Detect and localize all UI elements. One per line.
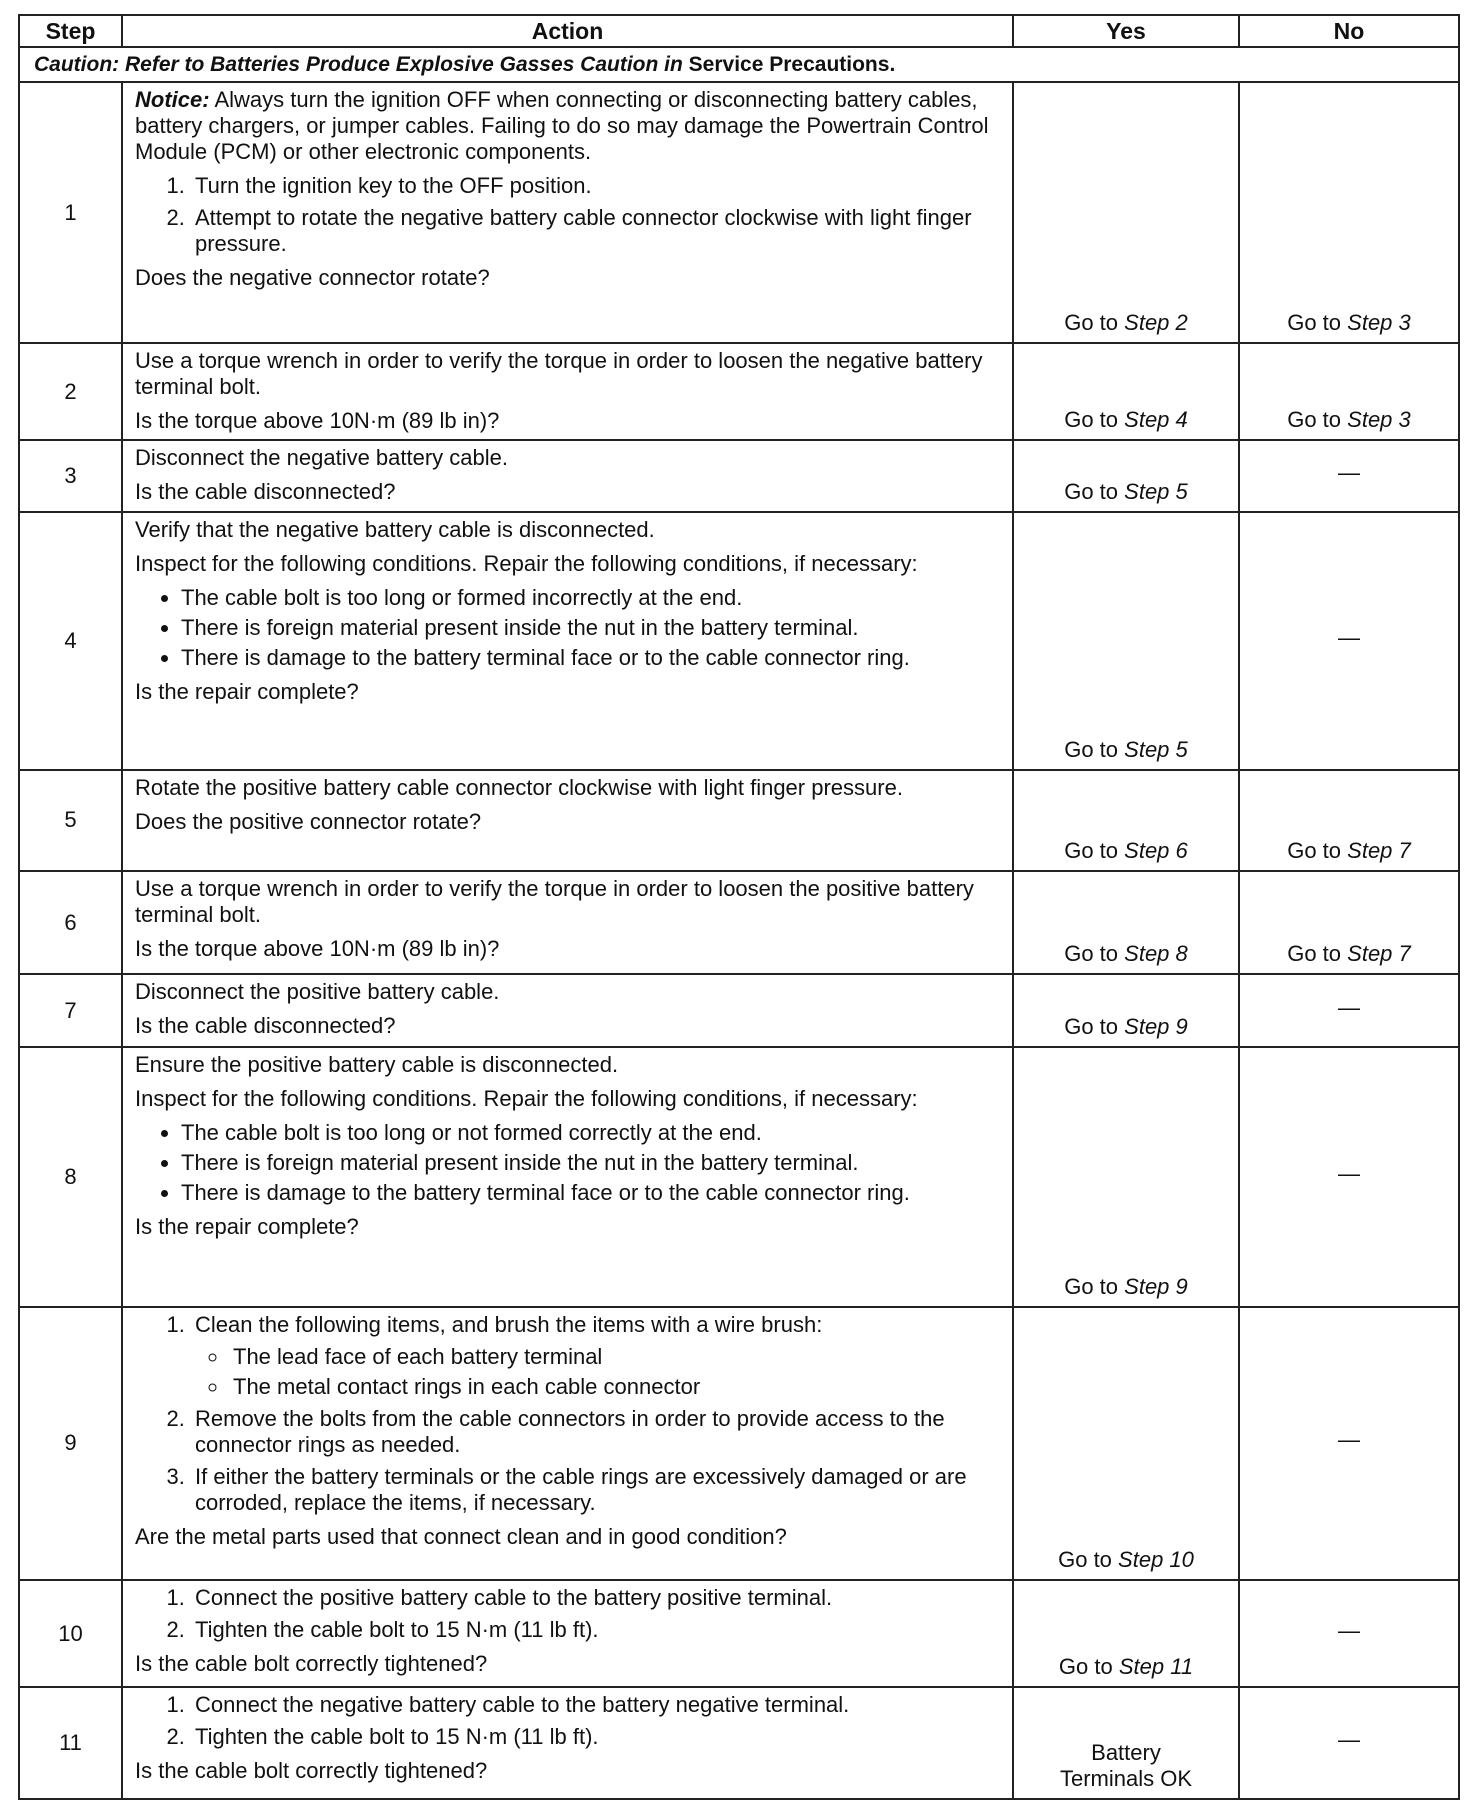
action-text: Ensure the positive battery cable is disconnected. <box>135 1052 619 1078</box>
table-row <box>19 1580 1459 1687</box>
numbered-list <box>135 1312 1002 1516</box>
no-prefix: Go to <box>1287 941 1342 967</box>
header-no: No <box>1239 15 1459 47</box>
yes-prefix: Go to <box>1064 1014 1119 1040</box>
action-text: Disconnect the positive battery cable. <box>135 979 500 1005</box>
table-row <box>19 871 1459 974</box>
notice-text: Always turn the ignition OFF when connecting or disconnecting battery cables, battery chargers, or jumper cables. Failing to do so may damage the Powertrain Control Module (PCM) or other electronic components. <box>135 86 989 164</box>
list-item: ◦ The metal contact rings in each cable connector <box>229 1374 1002 1400</box>
yes-cell <box>1013 440 1239 512</box>
yes-prefix: Go to <box>1064 310 1119 336</box>
no-cell: — <box>1239 512 1459 769</box>
bullet-list <box>195 1344 1002 1400</box>
no-cell: — <box>1239 1580 1459 1687</box>
bullet-list <box>135 585 1002 671</box>
no-cell: — <box>1239 1307 1459 1581</box>
yes-cell <box>1013 974 1239 1047</box>
numbered-list <box>135 1692 1002 1750</box>
yes-cell <box>1013 343 1239 440</box>
yes-prefix: Go to <box>1064 941 1119 967</box>
notice-label: Notice: <box>135 86 210 112</box>
list-item <box>191 1312 1002 1400</box>
step-number: 5 <box>19 770 122 871</box>
no-cell: — <box>1239 1687 1459 1799</box>
yes-prefix: Go to <box>1064 736 1119 762</box>
action-cell <box>122 512 1013 769</box>
table-row <box>19 343 1459 440</box>
diagnostic-table <box>18 14 1460 1800</box>
step-link[interactable]: Step 10 <box>1118 1547 1194 1573</box>
question: Is the torque above 10N·m (89 lb in)? <box>135 935 500 961</box>
header-yes: Yes <box>1013 15 1239 47</box>
step-link[interactable]: Step 8 <box>1124 941 1188 967</box>
list-item: 1. Connect the positive battery cable to the battery positive terminal. <box>191 1585 1002 1611</box>
step-link[interactable]: Step 2 <box>1124 310 1188 336</box>
yes-prefix: Go to <box>1058 1547 1112 1573</box>
yes-cell <box>1013 871 1239 974</box>
list-item: • There is damage to the battery terminal face or to the cable connector ring. <box>181 1180 1002 1206</box>
question: Is the cable bolt correctly tightened? <box>135 1651 488 1677</box>
step-link[interactable]: Step 3 <box>1347 310 1411 336</box>
list-item: • There is foreign material present inside the nut in the battery terminal. <box>181 1150 1002 1176</box>
header-action: Action <box>122 15 1013 47</box>
step-link[interactable]: Step 5 <box>1124 736 1188 762</box>
action-cell <box>122 770 1013 871</box>
action-cell <box>122 974 1013 1047</box>
yes-prefix: Go to <box>1064 1273 1119 1299</box>
question: Is the repair complete? <box>135 1214 359 1240</box>
table-row <box>19 1047 1459 1306</box>
question: Is the cable bolt correctly tightened? <box>135 1758 488 1784</box>
question: Are the metal parts used that connect clean and in good condition? <box>135 1523 787 1549</box>
table-row <box>19 974 1459 1047</box>
yes-cell <box>1013 1047 1239 1306</box>
action-text: Inspect for the following conditions. Repair the following conditions, if necessary: <box>135 551 918 577</box>
question: Does the positive connector rotate? <box>135 808 482 834</box>
action-cell <box>122 871 1013 974</box>
list-item: 2. Tighten the cable bolt to 15 N·m (11 lb ft). <box>191 1617 1002 1643</box>
yes-prefix: Go to <box>1058 1654 1113 1680</box>
step-number: 10 <box>19 1580 122 1687</box>
no-cell <box>1239 871 1459 974</box>
list-item: 2. Attempt to rotate the negative battery cable connector clockwise with light finger pressure. <box>191 205 1002 257</box>
list-item: ◦ The lead face of each battery terminal <box>229 1344 1002 1370</box>
table-row <box>19 82 1459 343</box>
action-cell <box>122 1580 1013 1687</box>
yes-prefix: Go to <box>1064 407 1119 433</box>
yes-cell <box>1013 512 1239 769</box>
table-row <box>19 1307 1459 1581</box>
caution-cell <box>19 47 1459 81</box>
yes-cell <box>1013 1307 1239 1581</box>
step-number: 7 <box>19 974 122 1047</box>
question: Is the cable disconnected? <box>135 479 396 505</box>
list-item: • The cable bolt is too long or formed incorrectly at the end. <box>181 585 1002 611</box>
action-text: Use a torque wrench in order to verify the torque in order to loosen the positive battery terminal bolt. <box>135 875 974 927</box>
step-number: 11 <box>19 1687 122 1799</box>
table-row <box>19 440 1459 512</box>
caution-tail: Service Precautions. <box>688 52 896 76</box>
action-cell <box>122 343 1013 440</box>
no-prefix: Go to <box>1287 407 1342 433</box>
list-item: 2. Remove the bolts from the cable connectors in order to provide access to the connector rings as needed. <box>191 1406 1002 1458</box>
step-link[interactable]: Step 3 <box>1347 407 1411 433</box>
table-row <box>19 1687 1459 1799</box>
no-cell <box>1239 770 1459 871</box>
yes-prefix: Go to <box>1064 837 1119 863</box>
caution-row <box>19 47 1459 81</box>
table-row <box>19 770 1459 871</box>
action-cell <box>122 1687 1013 1799</box>
list-item: 3. If either the battery terminals or the cable rings are excessively damaged or are corroded, replace the items, if necessary. <box>191 1464 1002 1516</box>
question: Is the torque above 10N·m (89 lb in)? <box>135 408 500 434</box>
step-link[interactable]: Step 7 <box>1347 941 1411 967</box>
no-cell <box>1239 343 1459 440</box>
step-number: 2 <box>19 343 122 440</box>
caution-lead: Caution: Refer to Batteries Produce Explosive Gasses Caution in <box>34 52 683 76</box>
step-link[interactable]: Step 7 <box>1347 837 1411 863</box>
step-number: 4 <box>19 512 122 769</box>
no-prefix: Go to <box>1287 310 1342 336</box>
no-cell: — <box>1239 1047 1459 1306</box>
numbered-list <box>135 1585 1002 1643</box>
list-item: 2. Tighten the cable bolt to 15 N·m (11 lb ft). <box>191 1724 1002 1750</box>
no-cell: — <box>1239 974 1459 1047</box>
step-number: 6 <box>19 871 122 974</box>
step-link[interactable]: Step 6 <box>1124 837 1188 863</box>
bullet-list <box>135 1120 1002 1206</box>
notice-paragraph <box>135 87 1002 165</box>
action-cell <box>122 82 1013 343</box>
step-link[interactable]: Step 5 <box>1124 479 1188 505</box>
yes-cell <box>1013 770 1239 871</box>
header-row <box>19 15 1459 47</box>
list-item: • There is foreign material present inside the nut in the battery terminal. <box>181 615 1002 641</box>
action-text: Use a torque wrench in order to verify the torque in order to loosen the negative battery terminal bolt. <box>135 348 983 400</box>
step-number: 8 <box>19 1047 122 1306</box>
action-cell <box>122 440 1013 512</box>
step-link[interactable]: Step 4 <box>1124 407 1188 433</box>
yes-cell <box>1013 1580 1239 1687</box>
yes-prefix: Go to <box>1064 479 1119 505</box>
no-prefix: Go to <box>1287 837 1342 863</box>
no-cell: — <box>1239 440 1459 512</box>
step-link[interactable]: Step 11 <box>1118 1654 1194 1680</box>
question: Is the cable disconnected? <box>135 1013 396 1039</box>
table-row <box>19 512 1459 769</box>
numbered-list <box>135 173 1002 257</box>
action-text: Verify that the negative battery cable is disconnected. <box>135 517 655 543</box>
action-cell <box>122 1307 1013 1581</box>
action-cell <box>122 1047 1013 1306</box>
list-item-text: Clean the following items, and brush the items with a wire brush: <box>195 1311 823 1337</box>
yes-cell <box>1013 82 1239 343</box>
step-link[interactable]: Step 9 <box>1124 1014 1188 1040</box>
step-number: 1 <box>19 82 122 343</box>
header-step: Step <box>19 15 122 47</box>
question: Does the negative connector rotate? <box>135 264 490 290</box>
step-number: 3 <box>19 440 122 512</box>
action-text: Disconnect the negative battery cable. <box>135 445 509 471</box>
step-link[interactable]: Step 9 <box>1124 1273 1188 1299</box>
list-item: • There is damage to the battery terminal face or to the cable connector ring. <box>181 645 1002 671</box>
list-item: 1. Turn the ignition key to the OFF position. <box>191 173 1002 199</box>
list-item: • The cable bolt is too long or not formed correctly at the end. <box>181 1120 1002 1146</box>
list-item: 1. Connect the negative battery cable to the battery negative terminal. <box>191 1692 1002 1718</box>
action-text: Inspect for the following conditions. Repair the following conditions, if necessary: <box>135 1086 918 1112</box>
yes-cell: Battery Terminals OK <box>1013 1687 1239 1799</box>
action-text: Rotate the positive battery cable connector clockwise with light finger pressure. <box>135 774 903 800</box>
question: Is the repair complete? <box>135 679 359 705</box>
no-cell <box>1239 82 1459 343</box>
step-number: 9 <box>19 1307 122 1581</box>
